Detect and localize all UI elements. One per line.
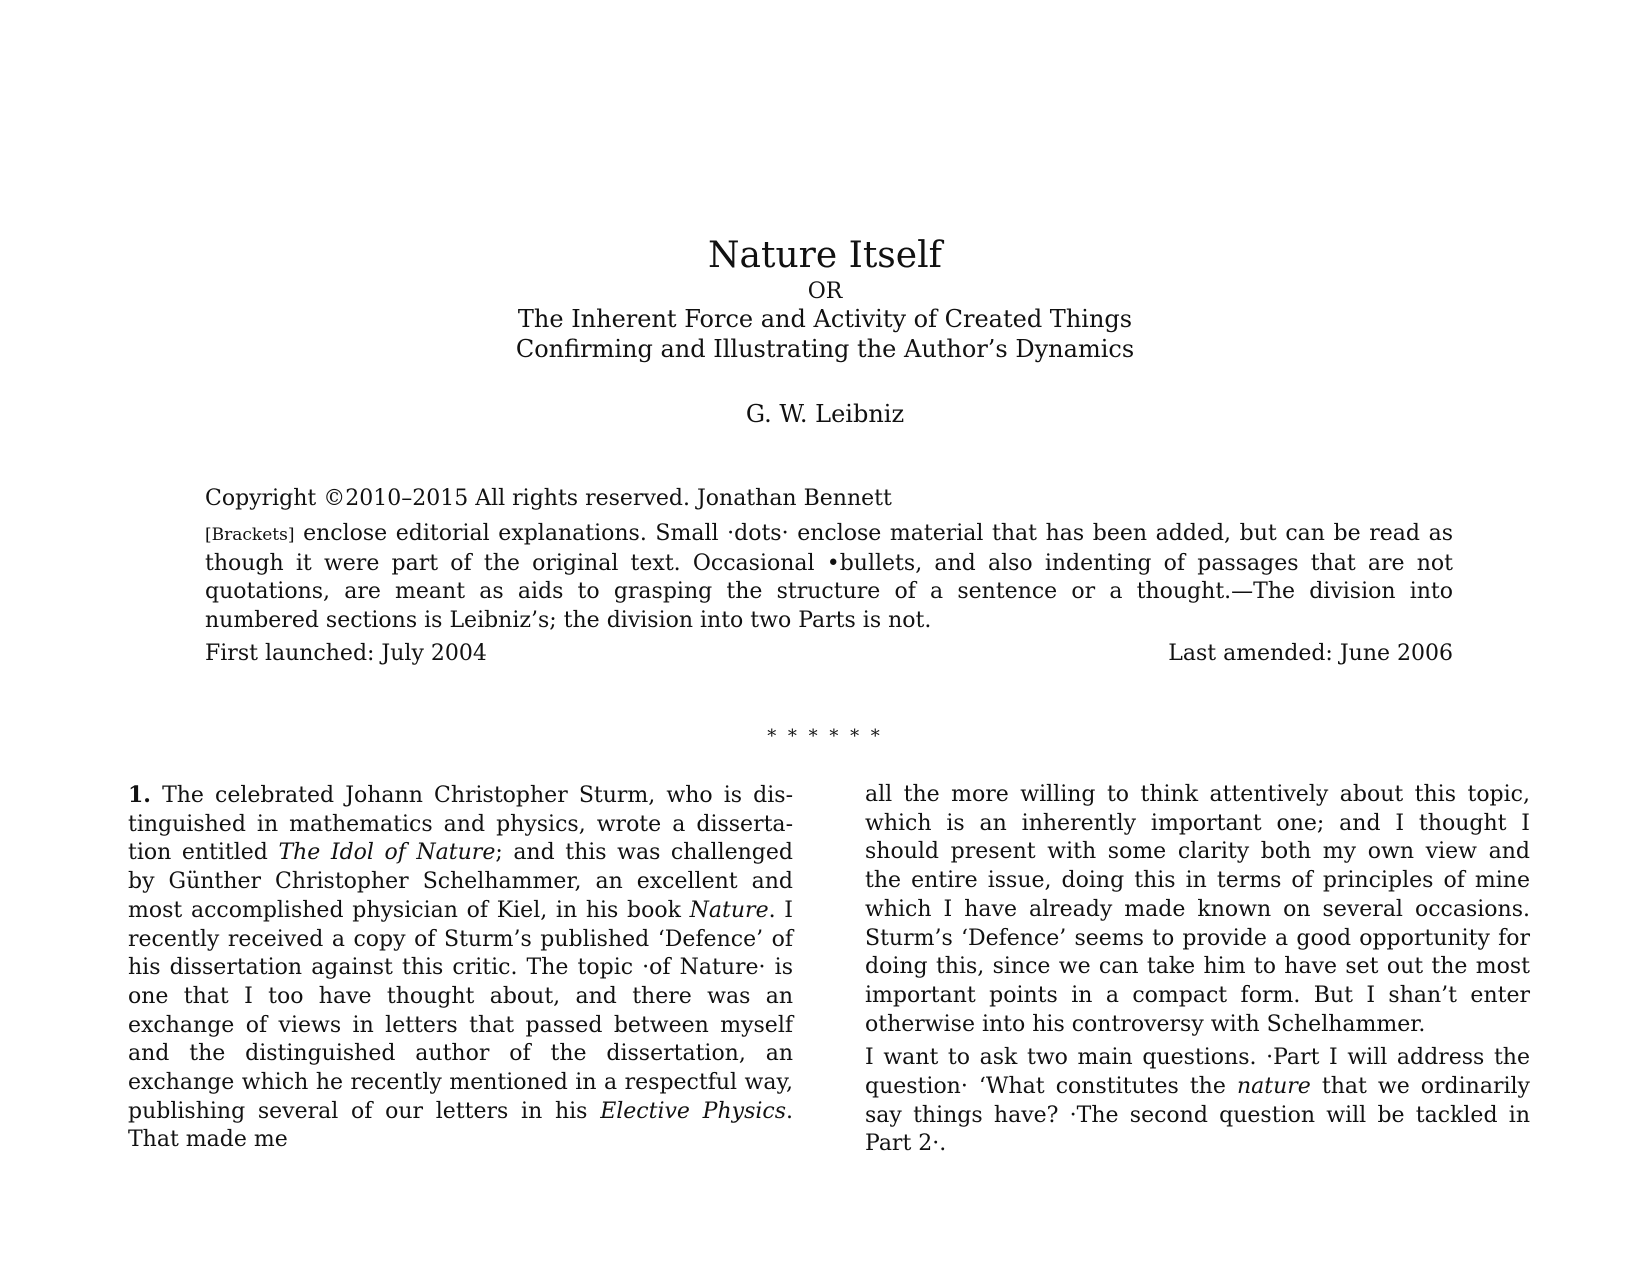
- questions-text: I want to ask two main questions. ·Part I will address the question· ‘What constitutes the: [865, 1045, 1530, 1100]
- section-1-paragraph: [128, 781, 793, 1155]
- section-1-text: . I recently received a copy of Sturm’s published ‘Defence’ of his dissertation against this critic. The topic ·of Nature· is one that I too have thought about, and there was an exchange of views in letters that passed between myself and the distinguished author of the dissertation, an exchange which he recently mentioned in a respectful way, publishing several of our letters in his: [128, 897, 793, 1124]
- questions-paragraph: [865, 1044, 1530, 1159]
- document-title: Nature Itself: [708, 235, 942, 276]
- emphasis-nature: nature: [1236, 1074, 1311, 1100]
- column-right: [865, 781, 1530, 1159]
- editorial-note: [205, 520, 1453, 635]
- subtitle-line-2: Confirming and Illustrating the Author’s Dynamics: [515, 335, 1135, 363]
- last-amended: Last amended: June 2006: [1168, 641, 1453, 666]
- section-separator: * * * * * *: [767, 726, 883, 747]
- copyright-notice: Copyright ©2010–2015 All rights reserved. Jonathan Bennett: [205, 486, 892, 511]
- section-1-continuation: all the more willing to think attentively about this topic, which is an inherently important one; and I thought I should present with some clarity both my own view and the entire issue, doing this in terms of principles of mine which I have already made known on several occasions. Sturm’s ‘Defence’ seems to provide a good opportunity for doing this, since we can take him to have set out the most important points in a compact form. But I shan’t enter otherwise into his controversy with Schelhammer.: [865, 782, 1530, 1037]
- title-or: OR: [807, 279, 843, 304]
- brackets-word: [Brackets]: [205, 525, 295, 545]
- section-1-text: ; and this was challenged by Günther Christopher Schelhammer, an excellent and most accomplished physician of Kiel, in his book: [128, 840, 793, 923]
- section-1-text: . That made me: [128, 1098, 794, 1153]
- publication-dates: [205, 640, 1453, 668]
- questions-text: that we ordinarily say things have? ·The second question will be tackled in Part 2·.: [865, 1074, 1530, 1157]
- work-title-idol-of-nature: The Idol of Nature: [278, 840, 496, 866]
- section-number: 1.: [128, 782, 151, 808]
- first-launched: First launched: July 2004: [205, 641, 487, 666]
- editorial-note-text: enclose editorial explanations. Small ·dots· enclose material that has been added, but can be read as though it were part of the original text. Occasional •bullets, and also indenting of passages that are not quotations, are meant as aids to grasping the structure of a sentence or a thought.—The division into numbered sections is Leibniz’s; the division into two Parts is not.: [205, 521, 1453, 633]
- section-1-text: The celebrated Johann Christopher Sturm, who is distinguished in mathematics and physics, wrote a dissertation entitled: [128, 783, 793, 866]
- work-title-elective-physics: Elective Physics: [600, 1098, 787, 1124]
- author-name: G. W. Leibniz: [745, 400, 905, 428]
- column-left: [128, 781, 793, 1155]
- work-title-nature: Nature: [689, 897, 769, 923]
- subtitle-line-1: The Inherent Force and Activity of Created Things: [517, 305, 1133, 333]
